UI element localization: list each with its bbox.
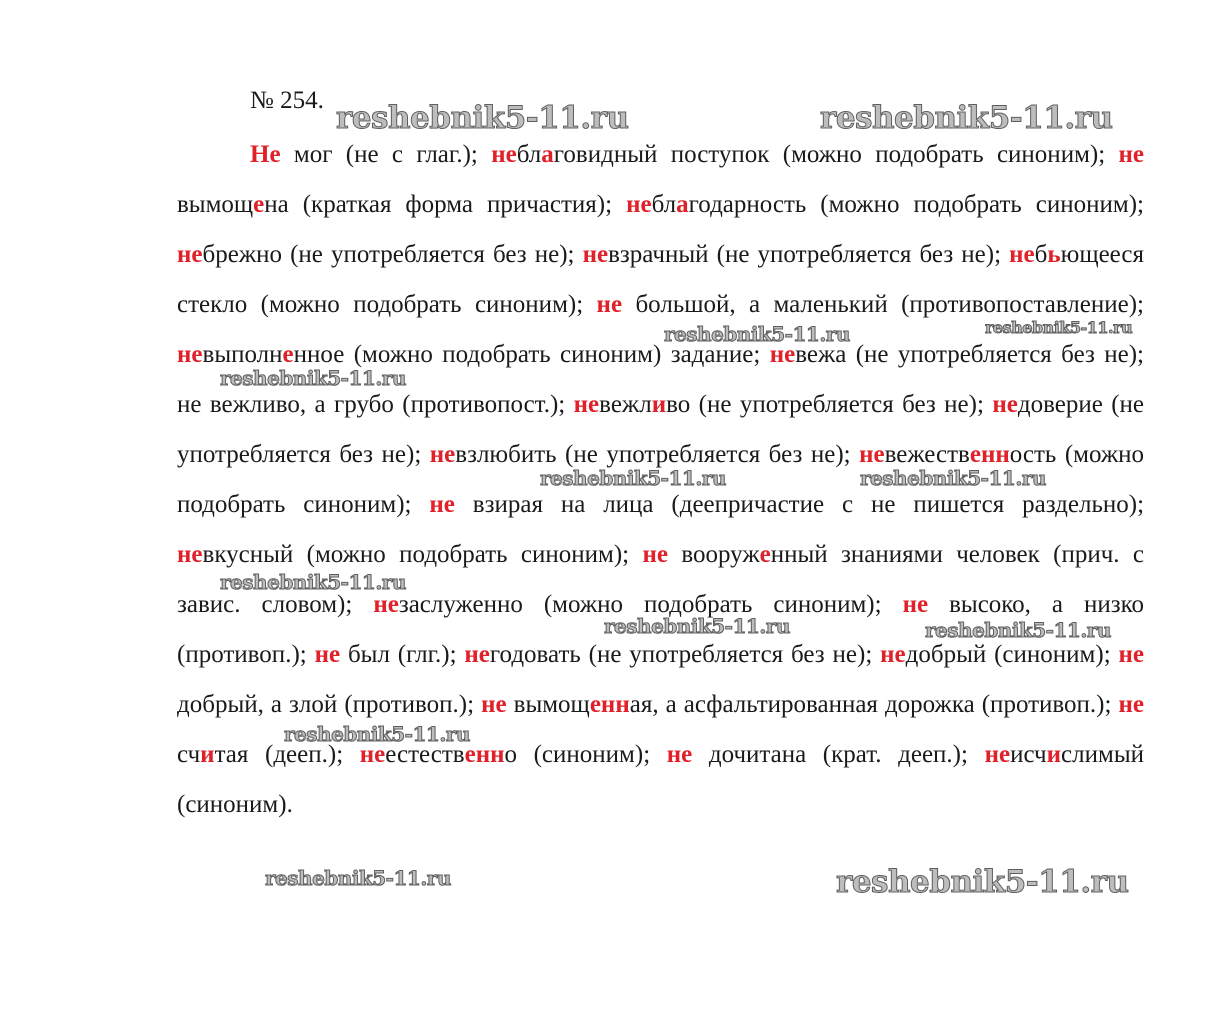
text-run: годарность (можно подобрать синоним); — [688, 191, 1144, 218]
text-run: сч — [177, 741, 201, 768]
text-run: о (синоним); — [504, 741, 667, 768]
text-run: взрачный (не употребляется без не); — [608, 241, 1010, 268]
watermark-text: reshebnik5-11.ru — [265, 866, 451, 890]
watermark-text: reshebnik5-11.ru — [925, 618, 1111, 642]
highlighted-letters: е — [589, 691, 601, 718]
highlighted-letters: нн — [600, 691, 630, 718]
text-run: брежно (не употребляется без не); — [202, 241, 583, 268]
highlighted-letters: не — [464, 641, 490, 668]
highlighted-letters: не — [491, 141, 517, 168]
text-run: бл — [651, 191, 677, 218]
text-run: был (глг.); — [340, 641, 465, 668]
highlighted-letters: нн — [980, 441, 1010, 468]
text-run: заслуженно (можно подобрать синоним); — [398, 591, 903, 618]
text-run: вежа (не употребляется без не); не вежливо, а грубо (противопост.); — [177, 341, 1144, 418]
text-run: во (не употребляется без не); — [666, 391, 993, 418]
text-run: ая, а асфальтированная дорожка (противоп.); — [629, 691, 1119, 718]
highlighted-letters: е — [759, 541, 771, 568]
highlighted-letters: не — [880, 641, 906, 668]
text-run: добрый, а злой (противоп.); — [177, 691, 482, 718]
text-run: нное (можно подобрать синоним) задание; — [293, 341, 770, 368]
highlighted-letters: не — [177, 341, 203, 368]
text-run: вымощ — [506, 691, 590, 718]
solution-text — [177, 130, 1144, 830]
text-run: естеств — [385, 741, 465, 768]
watermark-text: reshebnik5-11.ru — [220, 570, 406, 594]
text-run: говидный поступок (можно подобрать синоним); — [553, 141, 1119, 168]
watermark-text: reshebnik5-11.ru — [604, 614, 790, 638]
highlighted-letters: не — [481, 691, 507, 718]
highlighted-letters: е — [464, 741, 476, 768]
text-run: высоко, а низко (противоп.); — [177, 591, 1145, 668]
text-run: мог (не с глаг.); — [280, 141, 492, 168]
text-run: взирая на лица (деепричастие с не пишется раздельно); — [454, 491, 1145, 518]
highlighted-letters: е — [282, 341, 294, 368]
text-run: б — [1034, 241, 1048, 268]
text-run: взлюбить (не употребляется без не); — [455, 441, 860, 468]
highlighted-letters: не — [642, 541, 669, 568]
highlighted-letters: не — [573, 391, 600, 418]
highlighted-letters: а — [541, 141, 554, 168]
highlighted-letters: и — [200, 741, 215, 768]
text-run: вкусный (можно подобрать синоним); — [202, 541, 643, 568]
text-run: вооруж — [668, 541, 760, 568]
text-run: добрый (синоним); — [905, 641, 1119, 668]
text-run: вымощ — [177, 191, 254, 218]
text-run: слимый (синоним). — [177, 741, 1144, 818]
watermark-text: reshebnik5-11.ru — [336, 100, 629, 136]
highlighted-letters: не — [596, 291, 623, 318]
text-run: ющееся стекло (можно подобрать синоним); — [177, 241, 1144, 318]
text-run: доверие (не употребляется без не); — [177, 391, 1144, 468]
text-run: на (краткая форма причастия); — [264, 191, 627, 218]
highlighted-letters: не — [582, 241, 609, 268]
watermark-text: reshebnik5-11.ru — [540, 466, 726, 490]
highlighted-letters: не — [177, 541, 203, 568]
text-run: ость (можно подобрать синоним); — [177, 441, 1144, 518]
highlighted-letters: не — [177, 241, 203, 268]
text-run: нный знаниями человек (прич. с завис. словом); — [177, 541, 1145, 618]
watermark-text: reshebnik5-11.ru — [836, 864, 1129, 900]
highlighted-letters: не — [992, 391, 1018, 418]
highlighted-letters: не — [359, 741, 386, 768]
highlighted-letters: не — [666, 741, 693, 768]
highlighted-letters: ь — [1047, 241, 1061, 268]
highlighted-letters: не — [373, 591, 399, 618]
highlighted-letters: и — [651, 391, 667, 418]
watermark-text: reshebnik5-11.ru — [664, 322, 850, 346]
highlighted-letters: нн — [475, 741, 505, 768]
text-run: вежеств — [884, 441, 970, 468]
watermark-text: reshebnik5-11.ru — [860, 466, 1046, 490]
text-run: дочитана (крат. дееп.); — [692, 741, 985, 768]
highlighted-letters: и — [1046, 741, 1062, 768]
highlighted-letters: не — [902, 591, 929, 618]
watermark-text: reshebnik5-11.ru — [220, 366, 406, 390]
highlighted-letters: не — [626, 191, 652, 218]
highlighted-letters: е — [969, 441, 981, 468]
text-run: большой, а маленький (противопоставление); — [622, 291, 1144, 318]
highlighted-letters: не — [1118, 141, 1145, 168]
highlighted-letters: не — [859, 441, 885, 468]
text-run: бл — [516, 141, 542, 168]
highlighted-letters: не — [314, 641, 341, 668]
watermark-text: reshebnik5-11.ru — [820, 100, 1113, 136]
highlighted-letters: не — [1118, 691, 1145, 718]
highlighted-letters: не — [1009, 241, 1035, 268]
highlighted-letters: не — [984, 741, 1011, 768]
text-run: вежл — [599, 391, 652, 418]
watermark-text: reshebnik5-11.ru — [985, 318, 1133, 337]
text-run: исч — [1010, 741, 1047, 768]
text-run: тая (дееп.); — [214, 741, 360, 768]
text-run: годовать (не употребляется без не); — [489, 641, 881, 668]
highlighted-letters: е — [253, 191, 265, 218]
highlighted-letters: не — [769, 341, 796, 368]
highlighted-letters: а — [676, 191, 689, 218]
highlighted-letters: не — [1118, 641, 1145, 668]
exercise-number: № 254. — [250, 87, 324, 114]
highlighted-letters: не — [429, 491, 455, 518]
watermark-text: reshebnik5-11.ru — [284, 722, 470, 746]
highlighted-letters: не — [429, 441, 456, 468]
highlighted-letters: Не — [250, 141, 281, 168]
text-run: выполн — [202, 341, 283, 368]
